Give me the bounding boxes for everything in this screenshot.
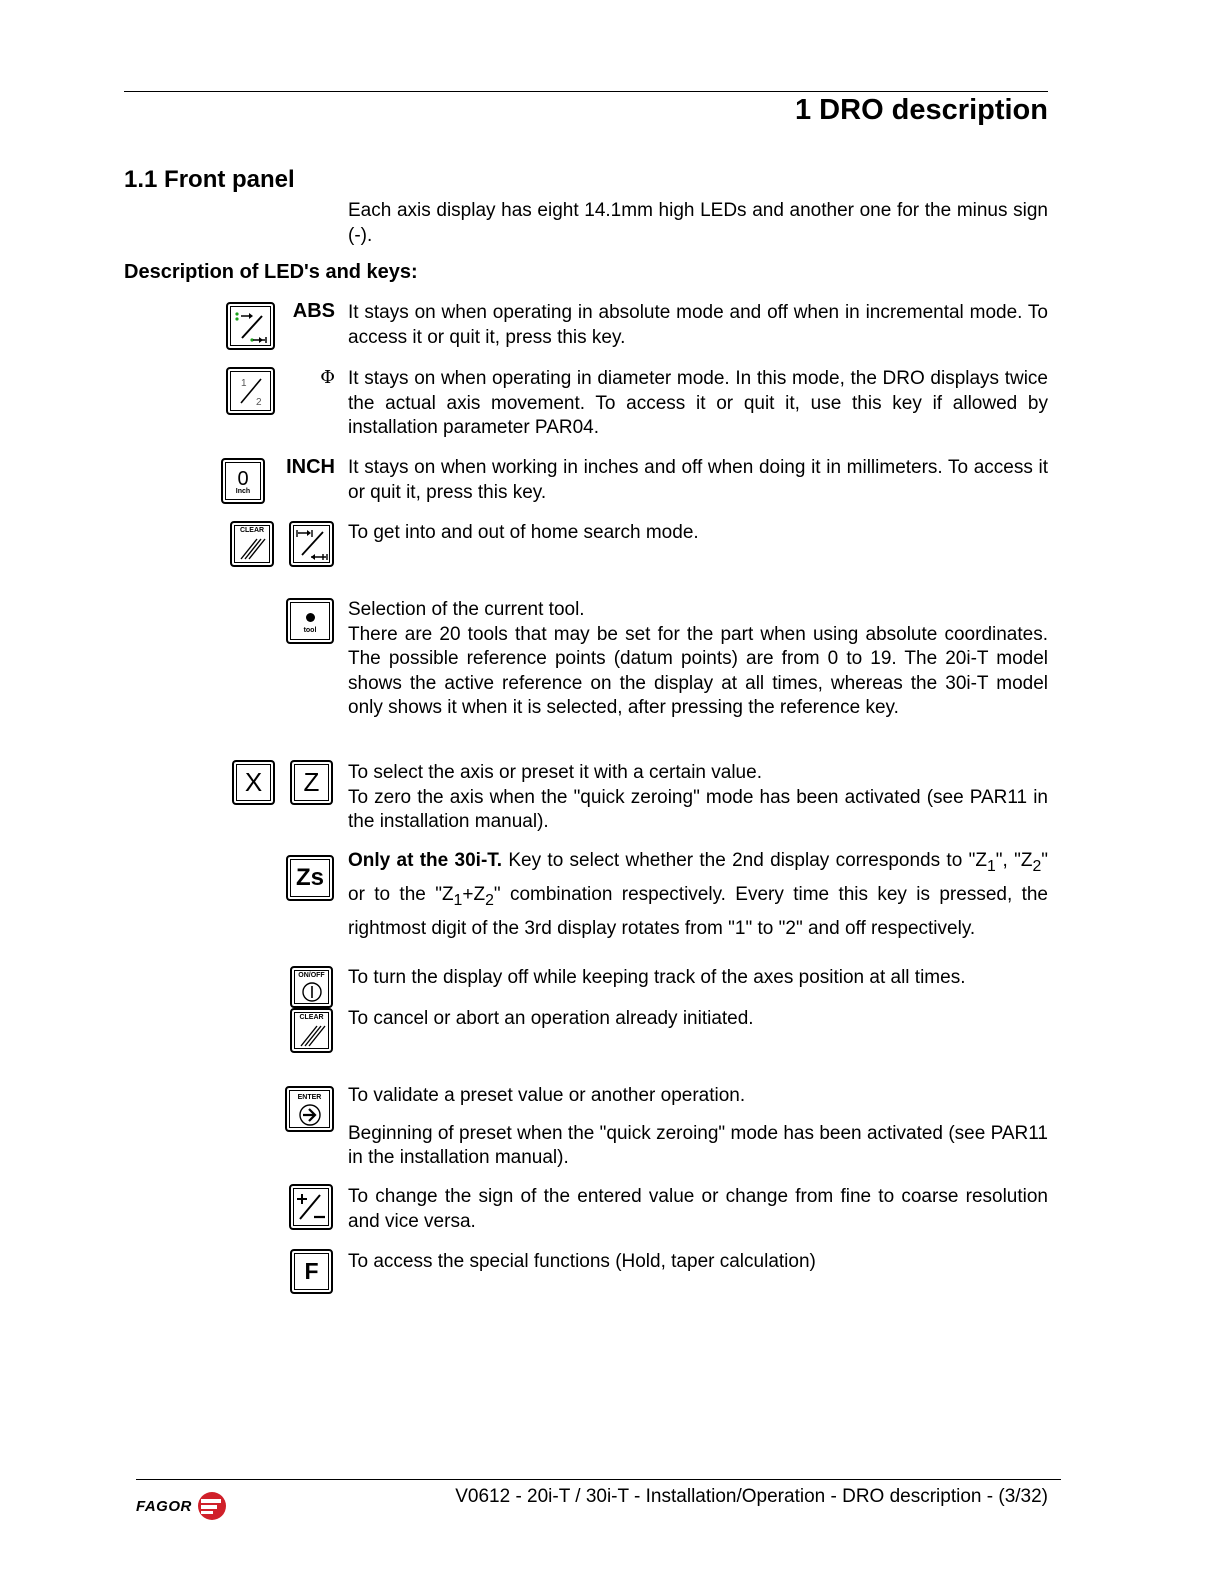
zs-description-bold: Only at the 30i-T.	[348, 850, 503, 871]
zs-sub-2: 2	[1032, 857, 1042, 875]
fagor-logo-icon	[197, 1491, 227, 1521]
function-description: To access the special functions (Hold, taper calculation)	[348, 1251, 816, 1272]
inch-label: INCH	[286, 456, 335, 478]
x-axis-key-label: X	[244, 767, 263, 797]
chapter-title: 1 DRO description	[795, 94, 1048, 126]
home-description: To get into and out of home search mode.	[348, 522, 699, 543]
tool-description-line2: There are 20 tools that may be set for the part when using absolute coordinates. The possible reference points (datum points) are from 0 to 19. The 20i-T model shows the active reference on the display at all times, whereas the 30i-T model only shows it when it is selected, after pressing the reference key.	[348, 623, 1048, 718]
clear-slash-icon	[297, 1022, 327, 1050]
enter-key-caption: ENTER	[297, 1093, 322, 1101]
onoff-description: To turn the display off while keeping track of the axes position at all times.	[348, 967, 966, 988]
zs-text-3: " or to the "Z	[348, 850, 1048, 905]
enter-key[interactable]	[285, 1086, 334, 1132]
enter-arrow-icon	[297, 1102, 323, 1128]
footer-text: V0612 - 20i-T / 30i-T - Installation/Operation - DRO description - (3/32)	[455, 1486, 1048, 1507]
clear-slash-icon	[237, 535, 267, 563]
home-arrow-icon	[293, 525, 331, 563]
enter-description	[348, 1084, 1048, 1171]
half-fraction-icon	[231, 371, 271, 411]
zs-sub-4: 2	[485, 891, 494, 909]
abs-description: It stays on when operating in absolute mode and off when in incremental mode. To access it or quit it, press this key.	[348, 302, 1048, 348]
onoff-key-caption: ON/OFF	[298, 971, 325, 979]
onoff-key[interactable]	[290, 966, 333, 1008]
sign-description: To change the sign of the entered value or change from fine to coarse resolution and vice versa.	[348, 1186, 1048, 1232]
section-title: 1.1 Front panel	[124, 166, 295, 193]
home-search-key[interactable]	[289, 521, 334, 567]
tool-dot-icon	[306, 613, 315, 622]
home-clear-key[interactable]	[230, 521, 274, 567]
svg-text:1: 1	[240, 378, 247, 389]
diameter-key[interactable]	[226, 367, 275, 415]
tool-key[interactable]	[286, 598, 334, 644]
zs-key-label: Zs	[295, 864, 324, 891]
zs-key[interactable]	[286, 855, 334, 901]
zs-description	[348, 847, 1048, 943]
footer-rule	[136, 1479, 1061, 1480]
function-key[interactable]	[290, 1249, 333, 1294]
abs-label: ABS	[292, 300, 335, 322]
abs-key[interactable]	[226, 302, 275, 350]
tool-key-caption: tool	[303, 626, 317, 634]
fagor-logo	[136, 1491, 227, 1521]
x-axis-key[interactable]	[232, 760, 275, 805]
header-rule	[124, 91, 1048, 92]
fagor-logo-text: FAGOR	[136, 1497, 192, 1515]
z-axis-key-label: Z	[303, 767, 320, 797]
zs-text-1: Key to select whether the 2nd display corresponds to "Z	[502, 850, 987, 871]
zs-sub-3: 1	[453, 891, 463, 909]
inch-key-digit: 0	[237, 468, 249, 490]
clear-description: To cancel or abort an operation already initiated.	[348, 1008, 754, 1029]
tool-description-line1: Selection of the current tool.	[348, 599, 585, 620]
abs-arrow-icon	[231, 306, 271, 346]
enter-description-line1: To validate a preset value or another operation.	[348, 1085, 746, 1106]
enter-description-line2: Beginning of preset when the "quick zeroing" mode has been activated (see PAR11 in the installation manual).	[348, 1122, 1048, 1168]
axis-description-line1: To select the axis or preset it with a certain value.	[348, 762, 762, 783]
home-clear-caption: CLEAR	[239, 527, 265, 534]
tool-description	[348, 598, 1048, 721]
inch-key-caption: Inch	[235, 488, 251, 495]
function-key-label: F	[304, 1258, 319, 1284]
zs-text-5: " combination respectively. Every time this key is pressed, the rightmost digit of the 3rd display rotates from "1" to "2" and off respectively.	[348, 883, 1048, 939]
sign-key[interactable]	[289, 1184, 333, 1230]
intro-paragraph: Each axis display has eight 14.1mm high LEDs and another one for the minus sign (-).	[348, 200, 1048, 246]
inch-description: It stays on when working in inches and off when doing it in millimeters. To access it or quit it, press this key.	[348, 457, 1048, 503]
z-axis-key[interactable]	[290, 760, 333, 805]
diameter-description: It stays on when operating in diameter mode. In this mode, the DRO displays twice the actual axis movement. To access it or quit it, use this key if allowed by installation parameter PAR04.	[348, 368, 1048, 438]
plus-minus-icon	[293, 1189, 329, 1225]
svg-text:2: 2	[255, 397, 262, 408]
axis-description	[348, 761, 1048, 835]
subheading: Description of LED's and keys:	[124, 261, 418, 283]
clear-key[interactable]	[290, 1008, 333, 1053]
clear-key-caption: CLEAR	[299, 1013, 324, 1021]
power-icon	[300, 980, 324, 1004]
inch-key[interactable]	[221, 458, 265, 504]
axis-description-line2: To zero the axis when the "quick zeroing" mode has been activated (see PAR11 in the installation manual).	[348, 786, 1048, 832]
zs-text-4: +Z	[462, 883, 486, 905]
zs-text-2: ", "Z	[995, 850, 1033, 871]
zs-sub-1: 1	[986, 857, 996, 875]
diameter-label: Φ	[320, 367, 335, 388]
